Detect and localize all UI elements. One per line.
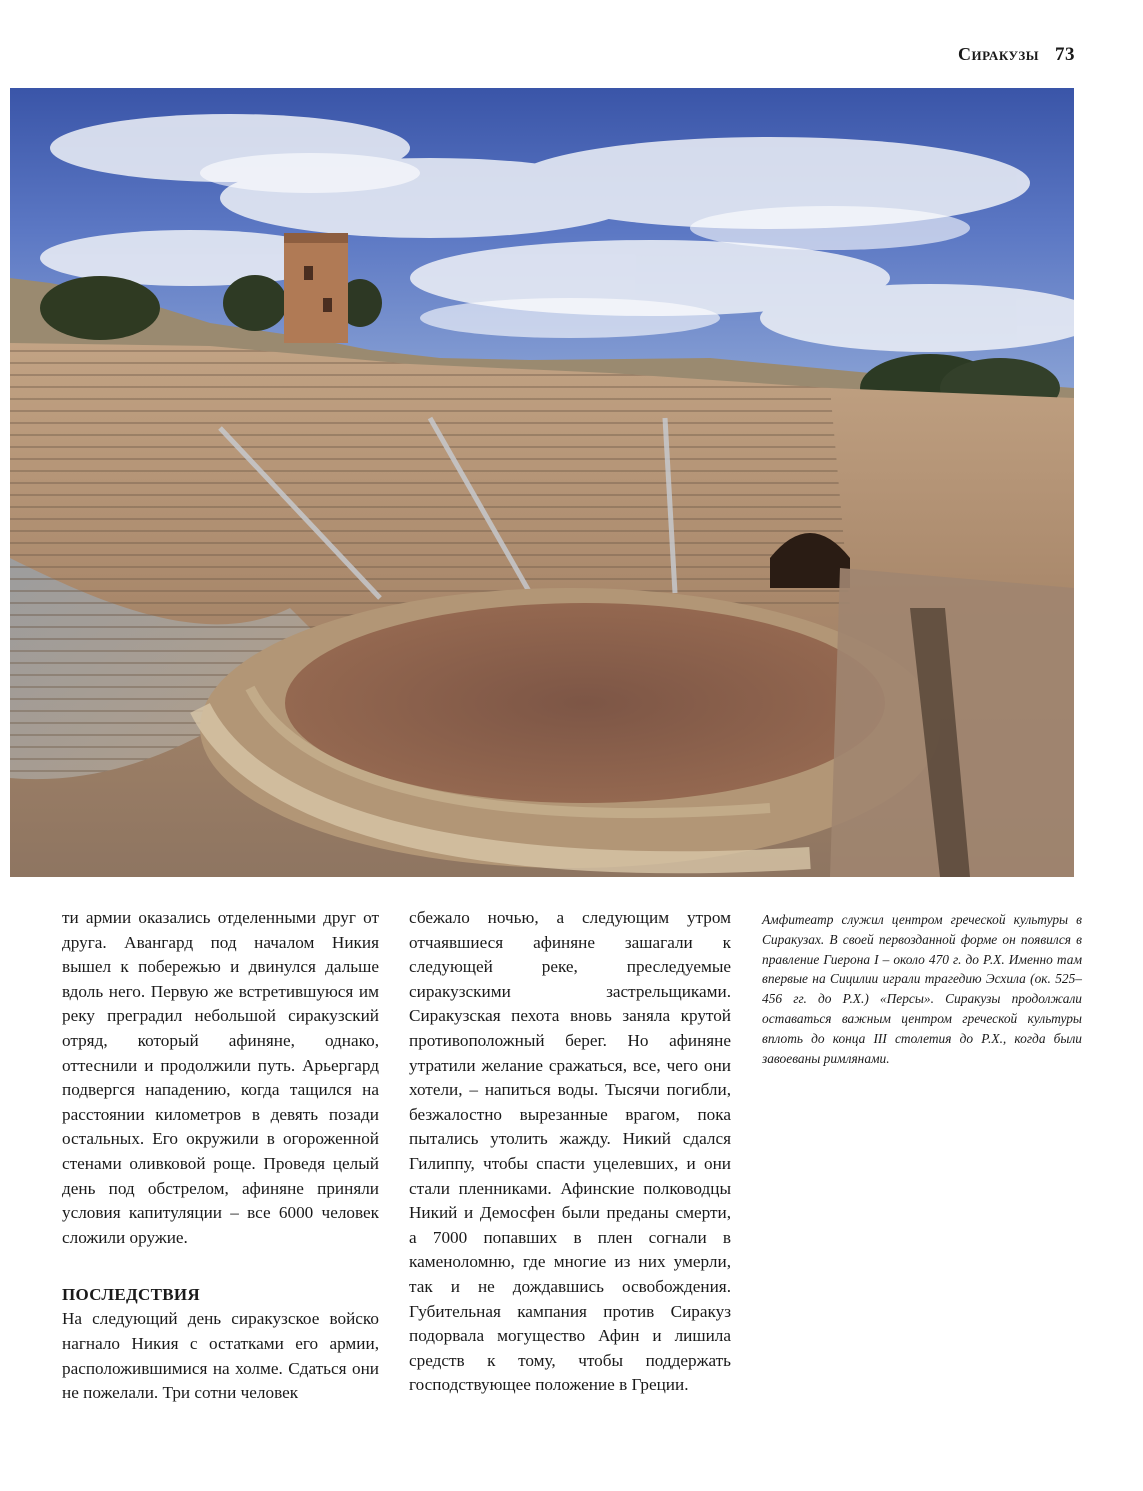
section-heading: ПОСЛЕДСТВИЯ (62, 1285, 200, 1305)
text-column-1 (62, 906, 379, 1406)
page-number: 73 (1055, 44, 1075, 65)
theatre-illustration (10, 88, 1074, 877)
running-head (958, 44, 1075, 66)
text-column-2 (409, 906, 731, 1398)
body-paragraph: На следующий день сиракузское войско нагнало Никия с остатками его армии, расположившимися на холме. Сдаться они не пожелали. Три сотни человек (62, 1309, 379, 1403)
body-paragraph: ти армии оказались отделенными друг от друга. Авангард под началом Никия вышел к побережью и двинулся дальше вдоль него. Первую же встретившуюся им реку преградил небольшой сиракузский отряд, который афиняне, однако, оттеснили и продолжили путь. Арьергард подвергся нападению, когда тащился на расстоянии километров в девять позади остальных. Его окружили в огороженной стенами оливковой роще. Проведя целый день под обстрелом, афиняне приняли условия капитуляции – все 6000 человек сложили оружие. (62, 908, 379, 1247)
photo-greek-theatre (10, 88, 1074, 877)
photo-caption (762, 910, 1082, 1068)
body-paragraph: сбежало ночью, а следующим утром отчаявшиеся афиняне зашагали к следующей реке, преследуемые сиракузскими застрельщиками. Сиракузская пехота вновь заняла крутой противоположный берег. Но афиняне утратили желание сражаться, все, чего они хотели, – напиться воды. Тысячи погибли, безжалостно вырезанные врагом, пока пытались утолить жажду. Никий сдался Гилиппу, чтобы спасти уцелевших, и они стали пленниками. Афинские полководцы Никий и Демосфен были преданы смерти, а 7000 попавших в плен согнали в каменоломню, где многие из них умерли, так и не дождавшись освобождения. Губительная кампания против Сиракуз подорвала могущество Афин и лишила средств к тому, чтобы поддержать господствующее положение в Греции. (409, 908, 731, 1395)
caption-text: Амфитеатр служил центром греческой культуры в Сиракузах. В своей первозданной форме он появился в правление Гиерона I – около 470 г. до Р.Х. Именно там впервые на Сицилии играли трагедию Эсхила (ок. 525–456 гг. до Р.Х.) «Персы». Сиракузы продолжали оставаться важным центром греческой культуры вплоть до конца III столетия до Р.Х., когда были завоеваны римлянами. (762, 912, 1082, 1066)
section-title: Сиракузы (958, 44, 1039, 64)
